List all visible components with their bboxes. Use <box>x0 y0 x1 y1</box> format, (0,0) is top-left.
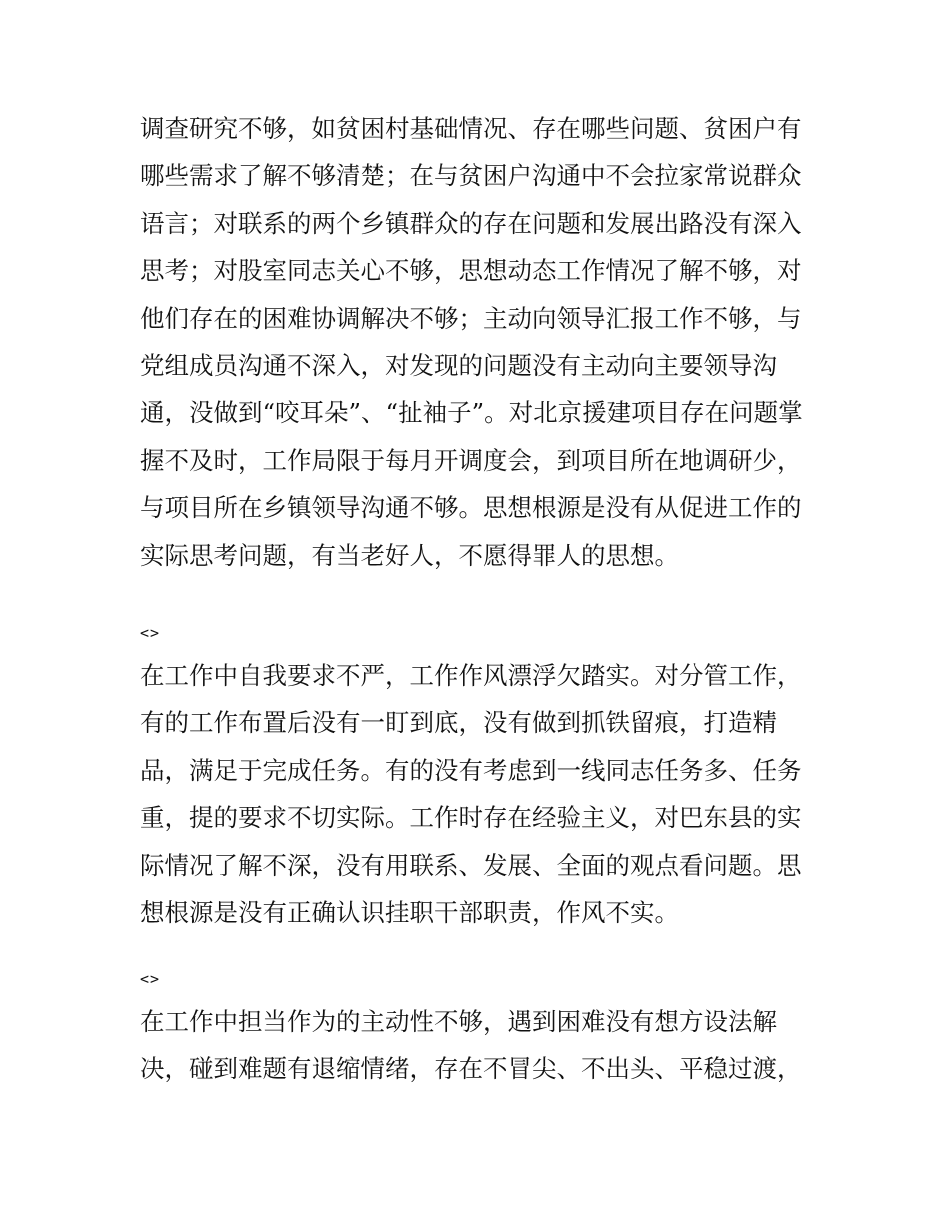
paragraph-line: 调查研究不够，如贫困村基础情况、存在哪些问题、贫困户有 <box>140 114 802 143</box>
paragraph-2 <box>140 652 820 936</box>
paragraph-line: 有的工作布置后没有一盯到底，没有做到抓铁留痕，打造精 <box>140 708 777 738</box>
paragraph-line: 重，提的要求不切实际。工作时存在经验主义，对巴东县的实 <box>140 803 802 833</box>
paragraph-line: 际情况了解不深，没有用联系、发展、全面的观点看问题。思 <box>140 850 802 880</box>
paragraph-line: 实际思考问题，有当老好人，不愿得罪人的思想。 <box>140 540 679 570</box>
paragraph-1 <box>140 105 820 579</box>
section-separator: <> <box>140 624 161 642</box>
paragraph-line: 通，没做到“咬耳朵”、“扯袖子”。对北京援建项目存在问题掌 <box>140 398 803 428</box>
paragraph-3 <box>140 998 820 1093</box>
paragraph-line: 品，满足于完成任务。有的没有考虑到一线同志任务多、任务 <box>140 755 802 785</box>
paragraph-line: 哪些需求了解不够清楚；在与贫困户沟通中不会拉家常说群众 <box>140 161 802 191</box>
paragraph-line: 决，碰到难题有退缩情绪，存在不冒尖、不出头、平稳过渡， <box>140 1054 802 1084</box>
paragraph-line: 他们存在的困难协调解决不够；主动向领导汇报工作不够，与 <box>140 303 802 333</box>
paragraph-line: 在工作中担当作为的主动性不够，遇到困难没有想方设法解 <box>140 1007 777 1036</box>
paragraph-line: 与项目所在乡镇领导沟通不够。思想根源是没有从促进工作的 <box>140 493 802 523</box>
paragraph-line: 在工作中自我要求不严，工作作风漂浮欠踏实。对分管工作， <box>140 661 802 690</box>
paragraph-line: 想根源是没有正确认识挂职干部职责，作风不实。 <box>140 897 679 927</box>
paragraph-line: 语言；对联系的两个乡镇群众的存在问题和发展出路没有深入 <box>140 208 802 238</box>
section-separator: <> <box>140 970 161 988</box>
paragraph-line: 党组成员沟通不深入，对发现的问题没有主动向主要领导沟 <box>140 350 777 380</box>
paragraph-line: 思考；对股室同志关心不够，思想动态工作情况了解不够，对 <box>140 256 802 286</box>
paragraph-line: 握不及时，工作局限于每月开调度会，到项目所在地调研少， <box>140 445 802 475</box>
